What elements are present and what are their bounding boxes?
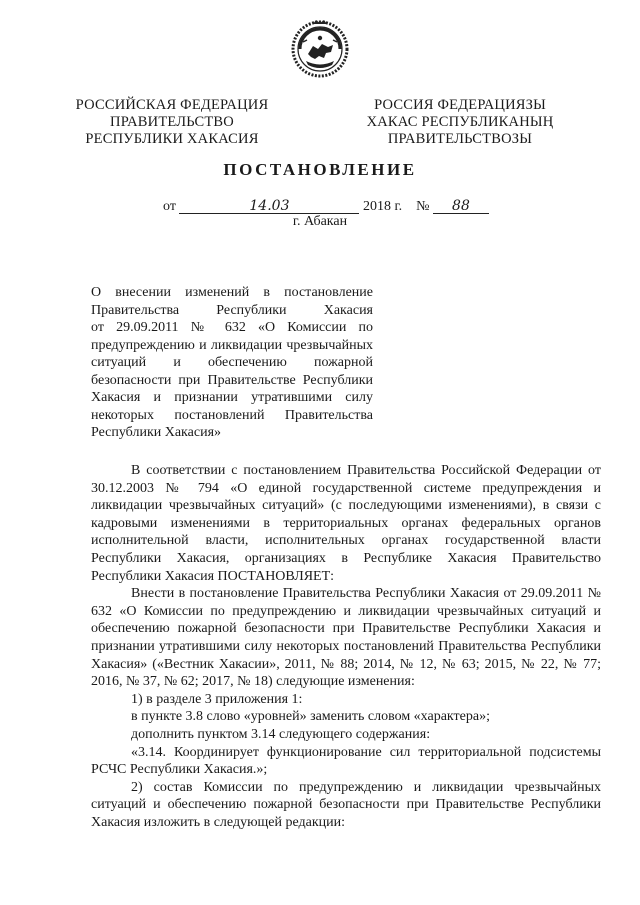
header-left-line: РЕСПУБЛИКИ ХАКАСИЯ: [85, 131, 259, 147]
body-paragraph: в пункте 3.8 слово «уровней» заменить словом «характера»;: [131, 709, 490, 725]
handwritten-number: 88: [433, 200, 489, 214]
subject-line: некоторых постановлений Правительства: [91, 407, 373, 423]
subject-line: безопасности при Правительстве Республики: [91, 372, 373, 388]
subject-line: ситуаций и обеспечению пожарной: [91, 355, 373, 370]
header-left-line: ПРАВИТЕЛЬСТВО: [110, 114, 234, 130]
body-paragraph: 1) в разделе 3 приложения 1:: [131, 691, 303, 707]
khakassia-coat-of-arms-icon: [291, 18, 349, 78]
subject-line: предупреждению и ликвидации чрезвычайных: [91, 337, 373, 353]
header-right-line: РОССИЯ ФЕДЕРАЦИЯЗЫ: [374, 97, 546, 113]
subject-line: О внесении изменений в постановление: [91, 285, 373, 300]
header-left-line: РОССИЙСКАЯ ФЕДЕРАЦИЯ: [75, 97, 269, 113]
subject-line: Правительства Республики Хакасия: [91, 302, 373, 318]
subject-line: от 29.09.2011 № 632 «О Комиссии по: [91, 320, 373, 335]
header-right-line: ПРАВИТЕЛЬСТВОЗЫ: [387, 131, 533, 147]
body-paragraph: В соответствии с постановлением Правительства Российской Федерации от 30.12.2003 № 794 «О единой государственной системе предупреждения и ликвидации чрезвычайных ситуаций» (с последующими изменениями), в связи с кадровыми изменениями в территориальных органах федеральных органов исполнительной власти, исполнительных органах государственной власти Республики Хакасия, организациях в Республике Хакасия Правительство Республики Хакасия ПОСТАНОВЛЯЕТ:: [91, 463, 601, 584]
handwritten-date: 14.03: [179, 200, 359, 214]
date-year: 2018 г.: [362, 199, 403, 214]
subject-block: [91, 284, 373, 442]
subject-line: Хакасия и признании утратившими силу: [91, 390, 373, 405]
body-paragraph: дополнить пунктом 3.14 следующего содержания:: [131, 726, 431, 742]
body-paragraph: 2) состав Комиссии по предупреждению и ликвидации чрезвычайных ситуаций и обеспечению пожарной безопасности при Правительстве Республики Хакасия изложить в следующей редакции:: [91, 779, 601, 830]
number-prefix: №: [416, 199, 430, 214]
header-russian: [72, 97, 272, 148]
document-body: [91, 462, 601, 831]
city-name: г. Абакан: [292, 214, 348, 229]
header-khakas: [360, 97, 560, 148]
date-prefix: от: [163, 199, 176, 214]
header-right-line: ХАКАС РЕСПУБЛИКАНЫҢ: [366, 114, 554, 130]
body-paragraph: «3.14. Координирует функционирование сил территориальной подсистемы РСЧС Республики Хакасия.»;: [91, 744, 601, 778]
body-paragraph: Внести в постановление Правительства Республики Хакасия от 29.09.2011 № 632 «О Комиссии по предупреждению и ликвидации чрезвычайных ситуаций и обеспечению пожарной безопасности при Правительстве Республики Хакасия и признании утратившими силу некоторых постановлений Правительства Республики Хакасия» («Вестник Хакасии», 2011, № 88; 2014, № 12, № 63; 2015, № 22, № 77; 2016, № 37, № 62; 2017, № 18) следующие изменения:: [91, 586, 601, 690]
date-number-line: [163, 199, 489, 215]
subject-line: Республики Хакасия»: [91, 425, 222, 440]
document-title: ПОСТАНОВЛЕНИЕ: [223, 160, 417, 179]
coat-of-arms-emblem: [291, 18, 349, 78]
